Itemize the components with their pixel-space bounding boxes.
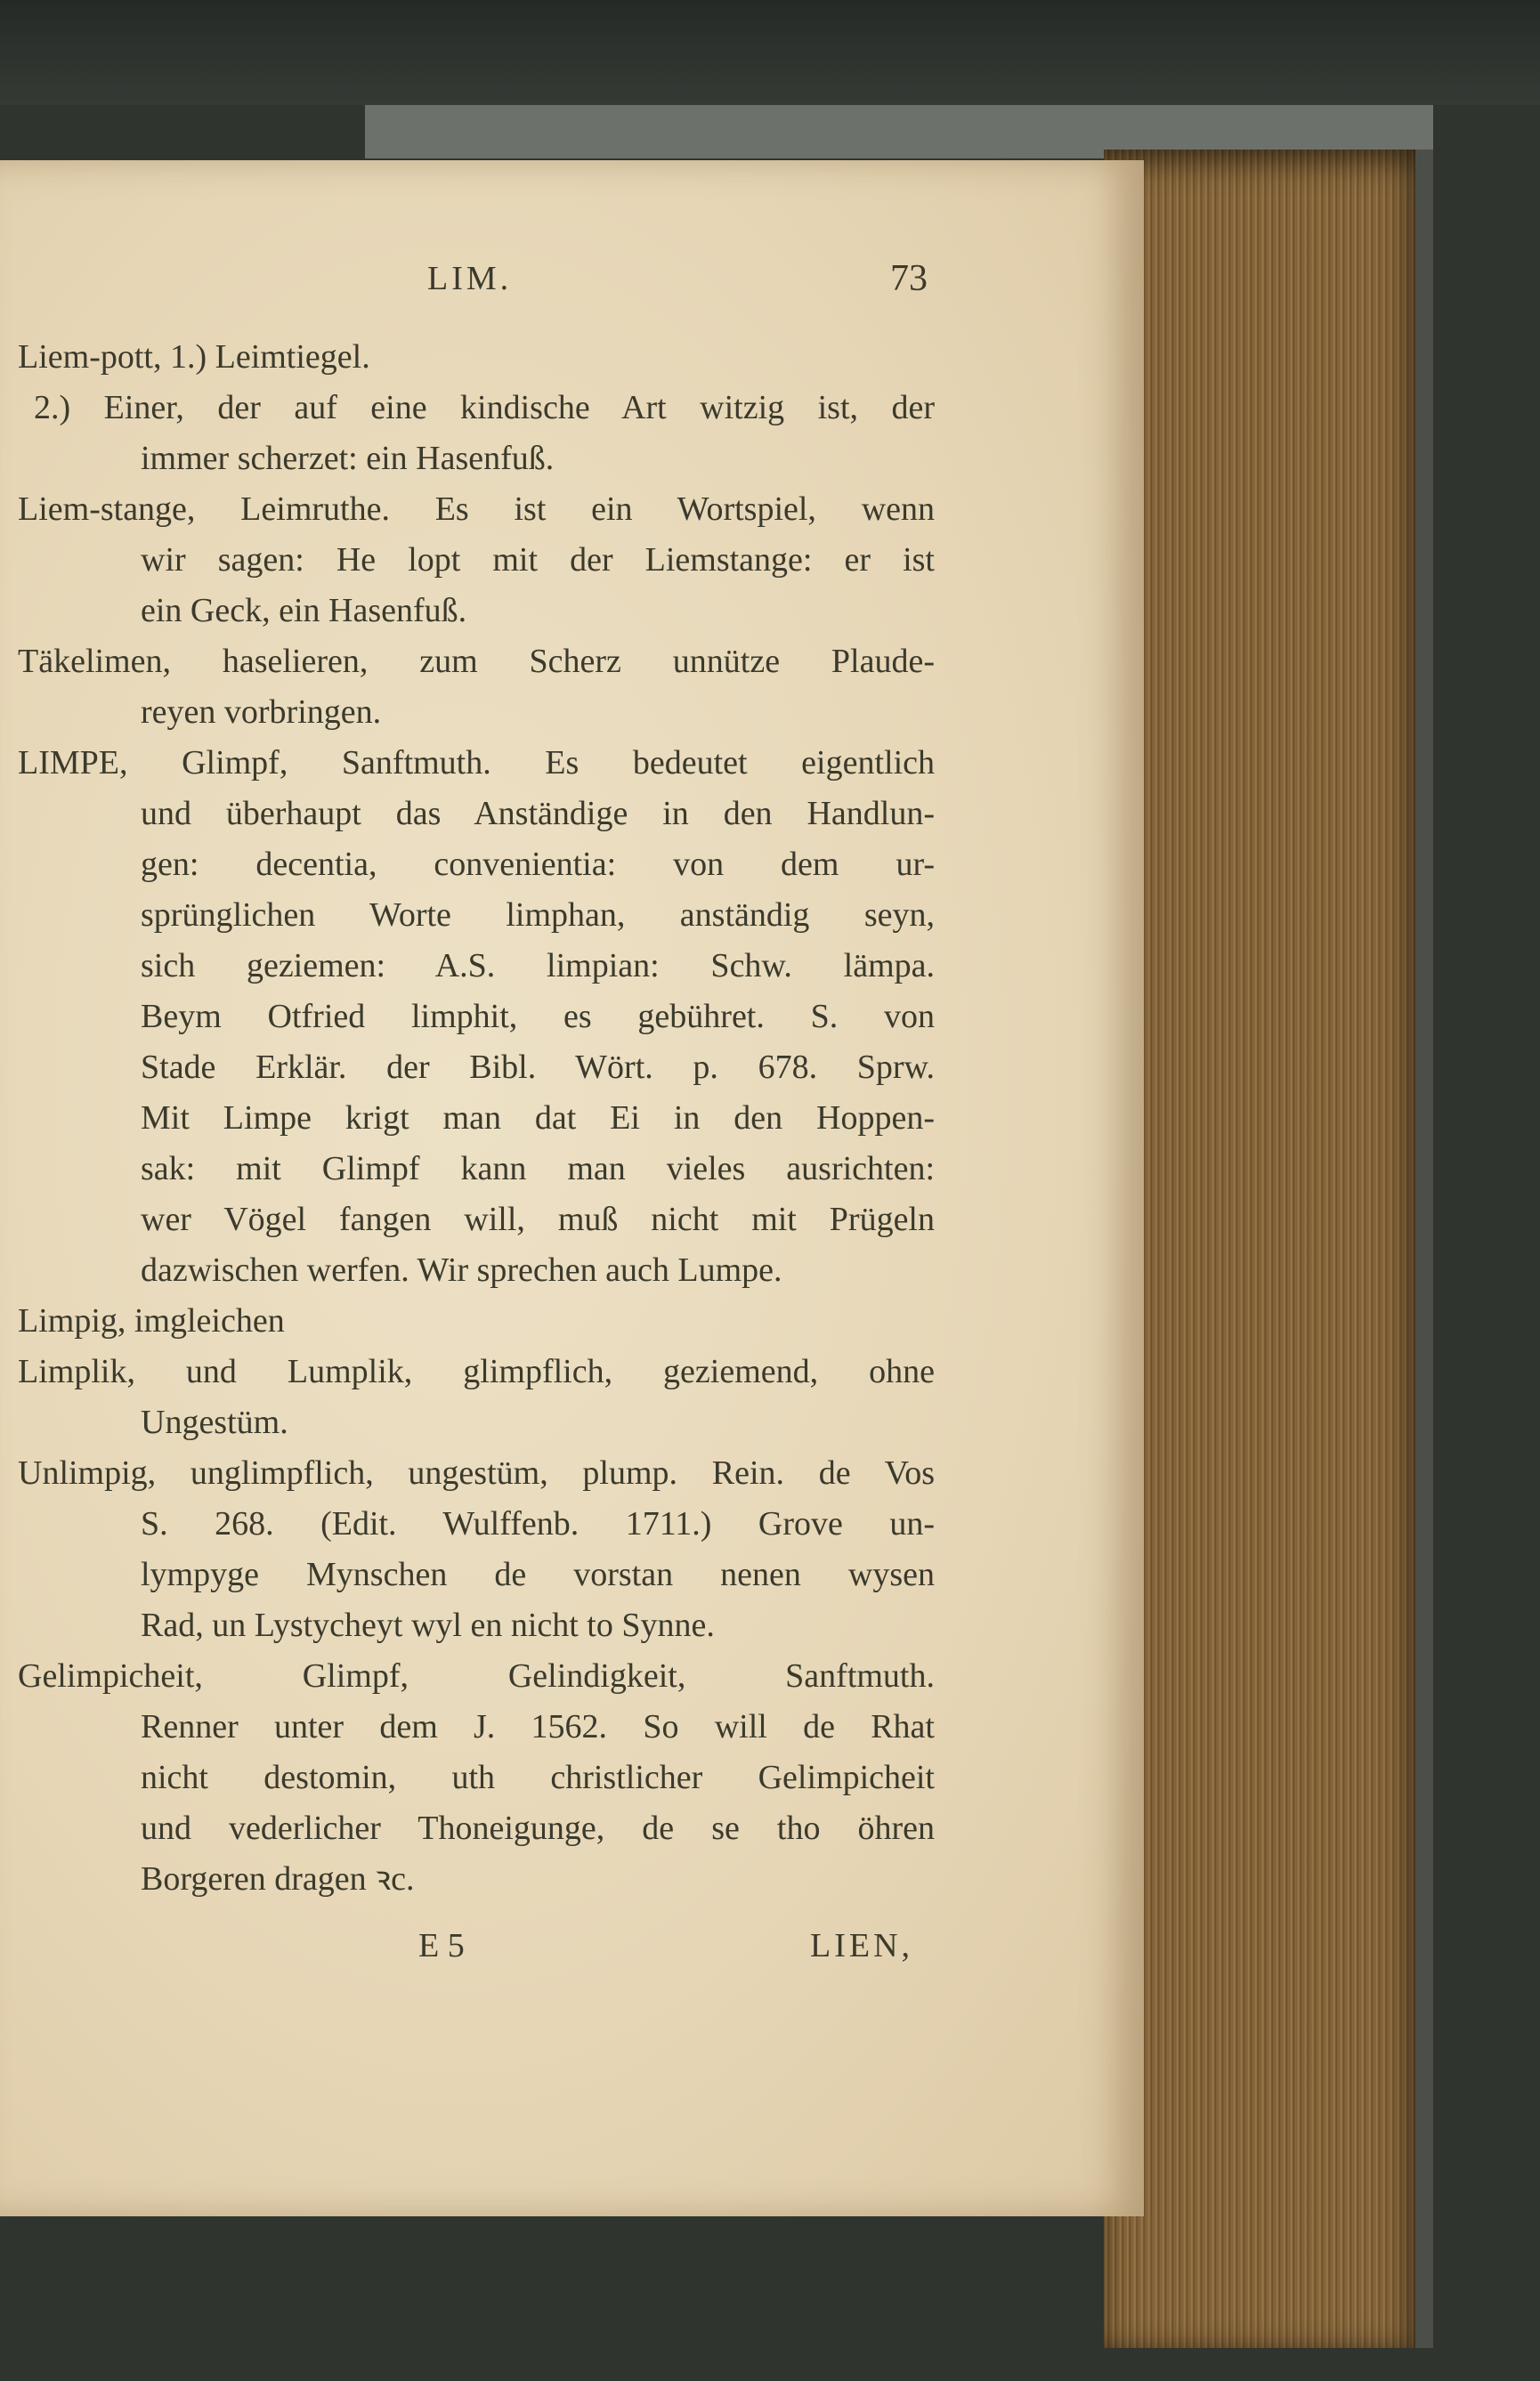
text-line: und vederlicher Thoneigunge, de se tho öhren: [141, 1810, 935, 1847]
text-line: lympyge Mynschen de vorstan nenen wysen: [141, 1556, 935, 1593]
text-line: 2.) Einer, der auf eine kindische Art witzig ist, der: [34, 389, 935, 426]
text-line: immer scherzet: ein Hasenfuß.: [141, 440, 555, 477]
text-line: nicht destomin, uth christlicher Gelimpicheit: [141, 1759, 935, 1796]
book-page-edges: [1104, 150, 1424, 2348]
catchword: LIEN,: [810, 1927, 914, 1964]
text-line: Beym Otfried limphit, es gebühret. S. von: [141, 998, 935, 1035]
text-line: ein Geck, ein Hasenfuß.: [141, 592, 467, 629]
dictionary-entry-line: Limpig, imgleichen: [18, 1302, 285, 1340]
running-head: LIM.: [427, 260, 513, 297]
dictionary-entry-line: Liem-pott, 1.) Leimtiegel.: [18, 338, 370, 376]
text-line: Mit Limpe krigt man dat Ei in den Hoppen-: [141, 1099, 935, 1137]
text-line: wir sagen: He lopt mit der Liemstange: er ist: [141, 541, 935, 579]
dictionary-entry-line: LIMPE, Glimpf, Sanftmuth. Es bedeutet eigentlich: [18, 744, 935, 782]
text-line: sak: mit Glimpf kann man vieles ausrichten:: [141, 1150, 935, 1187]
text-line: Ungestüm.: [141, 1404, 288, 1441]
text-line: reyen vorbringen.: [141, 693, 382, 731]
text-line: sich geziemen: A.S. limpian: Schw. lämpa.: [141, 947, 935, 984]
text-line: gen: decentia, convenientia: von dem ur-: [141, 846, 935, 883]
dictionary-entry-line: Täkelimen, haselieren, zum Scherz unnütze Plaude-: [18, 643, 935, 680]
text-line: und überhaupt das Anständige in den Handlun-: [141, 795, 935, 832]
text-line: wer Vögel fangen will, muß nicht mit Prügeln: [141, 1201, 935, 1238]
dictionary-entry-line: Gelimpicheit, Glimpf, Gelindigkeit, Sanftmuth.: [18, 1657, 935, 1695]
text-line: Renner unter dem J. 1562. So will de Rhat: [141, 1708, 935, 1745]
dictionary-entry-line: Limplik, und Lumplik, glimpflich, geziemend, ohne: [18, 1353, 935, 1390]
text-line: Borgeren dragen ꝛc.: [141, 1860, 415, 1898]
scan-background: [0, 0, 1540, 105]
signature-mark: E 5: [418, 1927, 465, 1964]
dictionary-entry-line: Liem-stange, Leimruthe. Es ist ein Wortspiel, wenn: [18, 490, 935, 528]
text-line: Stade Erklär. der Bibl. Wört. p. 678. Sprw.: [141, 1049, 935, 1086]
dictionary-entry-line: Unlimpig, unglimpflich, ungestüm, plump. Rein. de Vos: [18, 1454, 935, 1492]
text-line: S. 268. (Edit. Wulffenb. 1711.) Grove un-: [141, 1505, 935, 1543]
book-cover-side: [1415, 150, 1433, 2348]
text-line: dazwischen werfen. Wir sprechen auch Lumpe.: [141, 1251, 782, 1289]
page-number: 73: [890, 258, 928, 299]
text-line: sprünglichen Worte limphan, anständig seyn,: [141, 896, 935, 934]
text-line: Rad, un Lystycheyt wyl en nicht to Synne.: [141, 1607, 715, 1644]
